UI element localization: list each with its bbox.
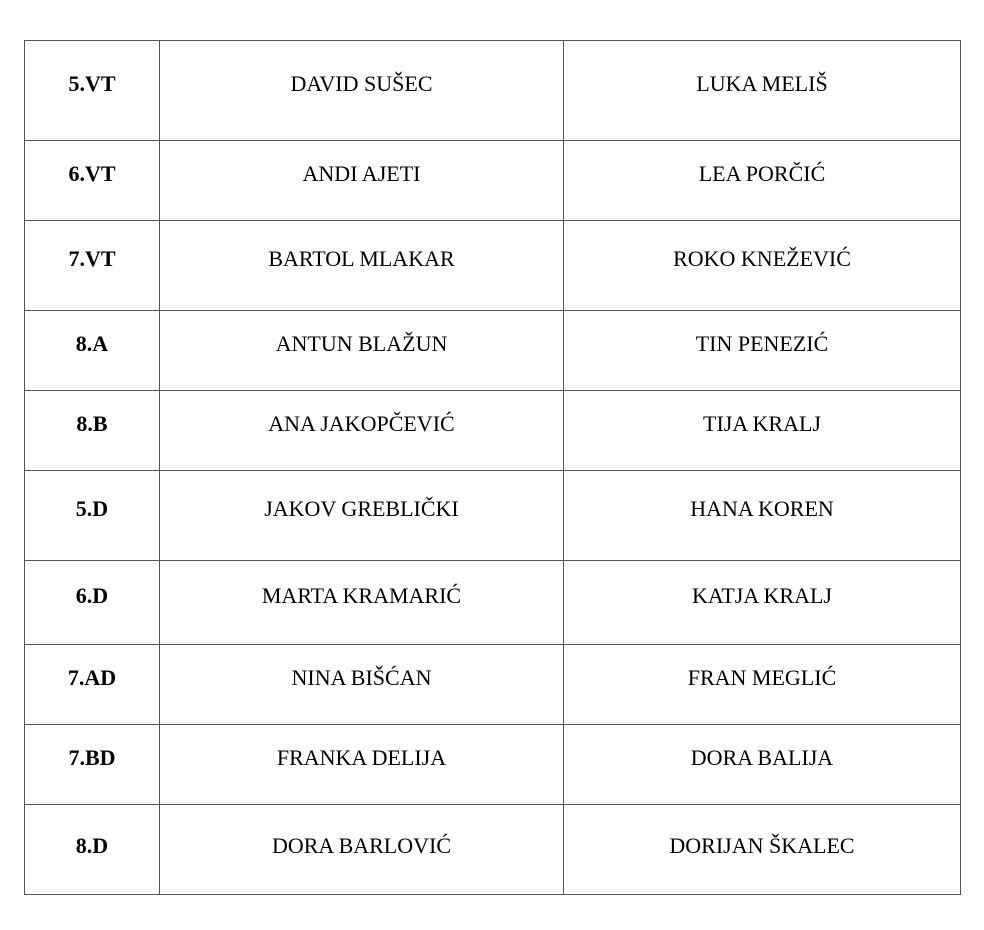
student2-name: DORA BALIJA: [690, 745, 834, 770]
class-cell: [25, 645, 160, 725]
class-cell: [25, 471, 160, 561]
student1-name: NINA BIŠĆAN: [291, 665, 432, 690]
class-cell: [25, 141, 160, 221]
student2-name: DORIJAN ŠKALEC: [669, 833, 855, 858]
table-row: [25, 471, 961, 561]
student2-cell: [564, 41, 961, 141]
student1-cell: [160, 221, 564, 311]
student2-name: TIN PENEZIĆ: [695, 331, 829, 356]
class-label: 7.BD: [68, 745, 116, 770]
class-cell: [25, 41, 160, 141]
student1-cell: [160, 561, 564, 645]
class-label: 8.B: [76, 411, 108, 436]
student2-cell: [564, 725, 961, 805]
table-row: [25, 561, 961, 645]
student2-name: ROKO KNEŽEVIĆ: [673, 246, 851, 271]
table-row: [25, 141, 961, 221]
student1-cell: [160, 141, 564, 221]
student2-name: LEA PORČIĆ: [698, 161, 826, 186]
student2-cell: [564, 311, 961, 391]
student1-name: JAKOV GREBLIČKI: [264, 496, 459, 521]
student1-cell: [160, 805, 564, 895]
student1-cell: [160, 41, 564, 141]
student1-name: DORA BARLOVIĆ: [271, 833, 452, 858]
table-body: [25, 41, 961, 895]
student2-name: FRAN MEGLIĆ: [687, 665, 837, 690]
table-row: [25, 221, 961, 311]
class-cell: [25, 391, 160, 471]
class-label: 7.VT: [68, 246, 116, 271]
student2-cell: [564, 561, 961, 645]
student2-cell: [564, 391, 961, 471]
student1-cell: [160, 471, 564, 561]
student1-name: BARTOL MLAKAR: [268, 246, 455, 271]
table-row: [25, 311, 961, 391]
student1-name: ANDI AJETI: [302, 161, 421, 186]
student1-name: DAVID SUŠEC: [290, 71, 433, 96]
student2-cell: [564, 471, 961, 561]
student2-cell: [564, 141, 961, 221]
students-table-container: [24, 40, 960, 895]
class-label: 8.D: [75, 833, 109, 858]
student1-cell: [160, 391, 564, 471]
student2-name: TIJA KRALJ: [703, 411, 821, 436]
class-cell: [25, 311, 160, 391]
class-label: 6.D: [75, 583, 109, 608]
class-label: 8.A: [75, 331, 109, 356]
table-row: [25, 725, 961, 805]
student1-name: MARTA KRAMARIĆ: [261, 583, 462, 608]
student2-name: HANA KOREN: [690, 496, 834, 521]
student2-cell: [564, 221, 961, 311]
student2-name: LUKA MELIŠ: [696, 71, 828, 96]
class-label: 7.AD: [67, 665, 117, 690]
student2-cell: [564, 805, 961, 895]
class-cell: [25, 805, 160, 895]
class-label: 5.D: [75, 496, 109, 521]
student1-cell: [160, 311, 564, 391]
table-row: [25, 645, 961, 725]
student2-cell: [564, 645, 961, 725]
students-table: [24, 40, 961, 895]
class-label: 5.VT: [68, 71, 116, 96]
class-cell: [25, 725, 160, 805]
student1-cell: [160, 645, 564, 725]
student2-name: KATJA KRALJ: [692, 583, 832, 608]
student1-name: ANA JAKOPČEVIĆ: [268, 411, 455, 436]
table-row: [25, 41, 961, 141]
student1-name: FRANKA DELIJA: [276, 745, 447, 770]
table-row: [25, 391, 961, 471]
student1-cell: [160, 725, 564, 805]
table-row: [25, 805, 961, 895]
class-cell: [25, 561, 160, 645]
class-label: 6.VT: [68, 161, 116, 186]
class-cell: [25, 221, 160, 311]
student1-name: ANTUN BLAŽUN: [275, 331, 448, 356]
